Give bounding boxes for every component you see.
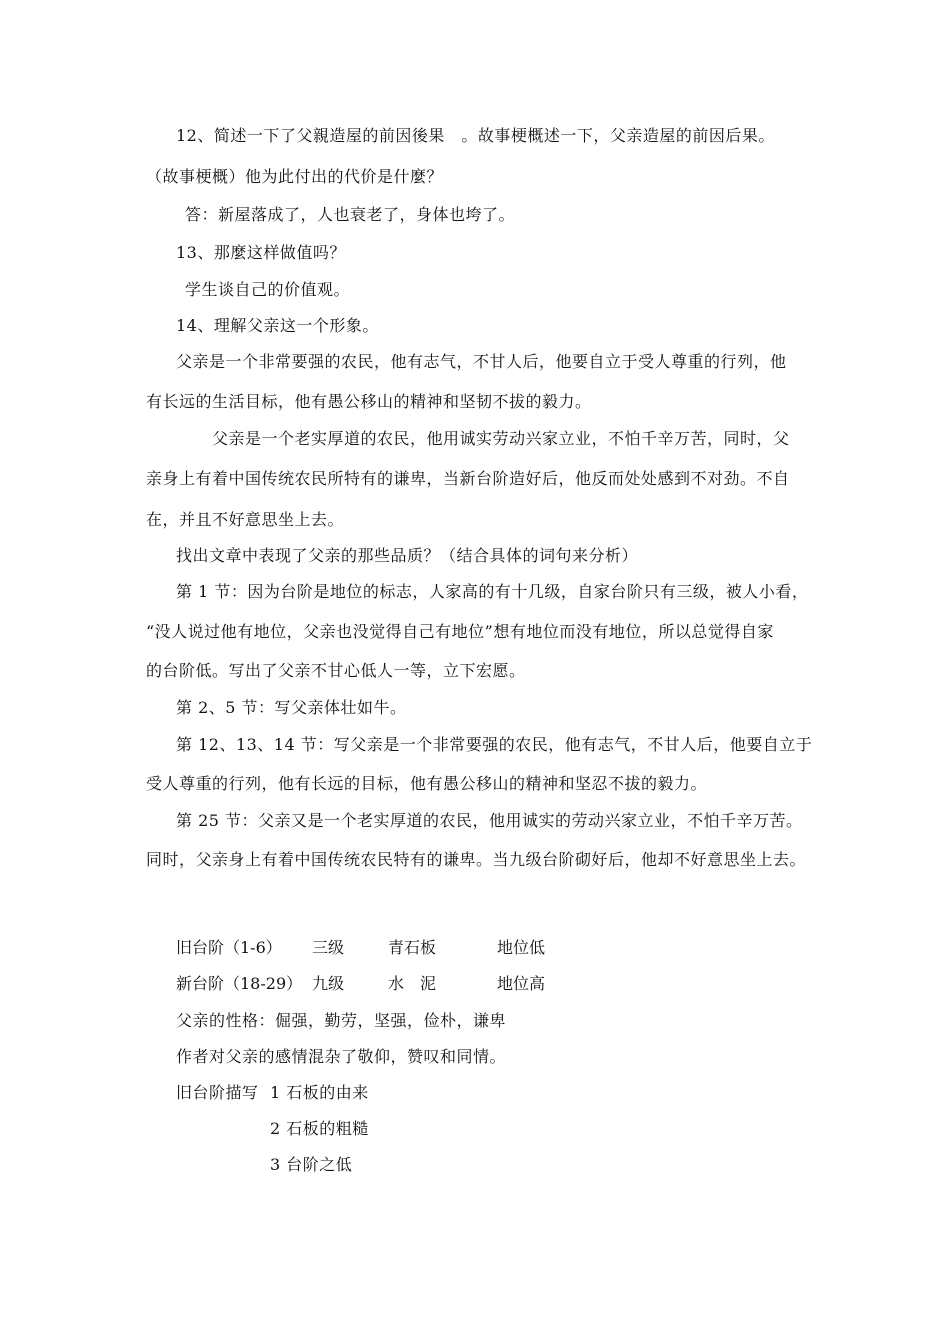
section-25-line-2: 同时，父亲身上有着中国传统农民特有的谦卑。当九级台阶砌好后，他却不好意思坐上去。 — [146, 850, 807, 869]
q12-line: 12、简述一下了父親造屋的前因後果 。故事梗概述一下，父亲造屋的前因后果。 — [176, 126, 775, 145]
section-12-14-line-2: 受人尊重的行列，他有长远的目标，他有愚公移山的精神和坚忍不拔的毅力。 — [146, 774, 708, 793]
compare-old-material: 青石板 — [388, 938, 437, 957]
old-desc-label: 旧台阶描写 — [176, 1083, 259, 1102]
compare-new-status: 地位高 — [497, 974, 546, 993]
compare-old-label: 旧台阶（1-6） — [176, 938, 282, 957]
section-1-line-1: 第 1 节：因为台阶是地位的标志，人家高的有十几级，自家台阶只有三级，被人小看， — [176, 582, 809, 601]
compare-old-status: 地位低 — [497, 938, 546, 957]
q12-answer: 答：新屋落成了，人也衰老了，身体也垮了。 — [185, 205, 516, 224]
compare-old-levels: 三级 — [312, 938, 345, 957]
section-1-line-3: 的台阶低。写出了父亲不甘心低人一等，立下宏愿。 — [146, 661, 526, 680]
question-qualities: 找出文章中表现了父亲的那些品质？（结合具体的词句来分析） — [176, 546, 639, 565]
paragraph-1-line-1: 父亲是一个非常要强的农民，他有志气，不甘人后，他要自立于受人尊重的行列，他 — [176, 352, 787, 371]
q13-line: 13、那麼这样做值吗？ — [176, 243, 346, 262]
compare-new-levels: 九级 — [312, 974, 345, 993]
paragraph-2-line-1: 父亲是一个老实厚道的农民，他用诚实劳动兴家立业，不怕千辛万苦，同时，父 — [212, 429, 790, 448]
old-desc-item: 2 石板的粗糙 — [270, 1119, 369, 1138]
section-1-line-2: “没人说过他有地位，父亲也没觉得自己有地位”想有地位而没有地位，所以总觉得自家 — [146, 622, 774, 641]
paragraph-2-line-2: 亲身上有着中国传统农民所特有的谦卑，当新台阶造好后，他反而处处感到不对劲。不自 — [146, 469, 790, 488]
paragraph-1-line-2: 有长远的生活目标，他有愚公移山的精神和坚韧不拔的毅力。 — [146, 392, 592, 411]
old-desc-item: 3 台阶之低 — [270, 1155, 353, 1174]
section-25-line-1: 第 25 节：父亲又是一个老实厚道的农民，他用诚实的劳动兴家立业，不怕千辛万苦。 — [176, 811, 803, 830]
compare-new-label: 新台阶（18-29） — [176, 974, 303, 993]
compare-new-material: 水 泥 — [388, 974, 437, 993]
section-2-5-line: 第 2、5 节：写父亲体壮如牛。 — [176, 698, 407, 717]
q13-answer: 学生谈自己的价值观。 — [185, 280, 351, 299]
father-character: 父亲的性格：倔强，勤劳，坚强，俭朴，谦卑 — [176, 1011, 507, 1030]
paragraph-2-line-3: 在，并且不好意思坐上去。 — [146, 510, 345, 529]
old-desc-item: 1 石板的由来 — [270, 1083, 369, 1102]
author-feeling: 作者对父亲的感情混杂了敬仰，赞叹和同情。 — [176, 1047, 507, 1066]
q14-line: 14、理解父亲这一个形象。 — [176, 316, 379, 335]
section-12-14-line-1: 第 12、13、14 节：写父亲是一个非常要强的农民，他有志气，不甘人后，他要自立于 — [176, 735, 813, 754]
q12-line-cont: （故事梗概）他为此付出的代价是什麼？ — [146, 167, 444, 186]
